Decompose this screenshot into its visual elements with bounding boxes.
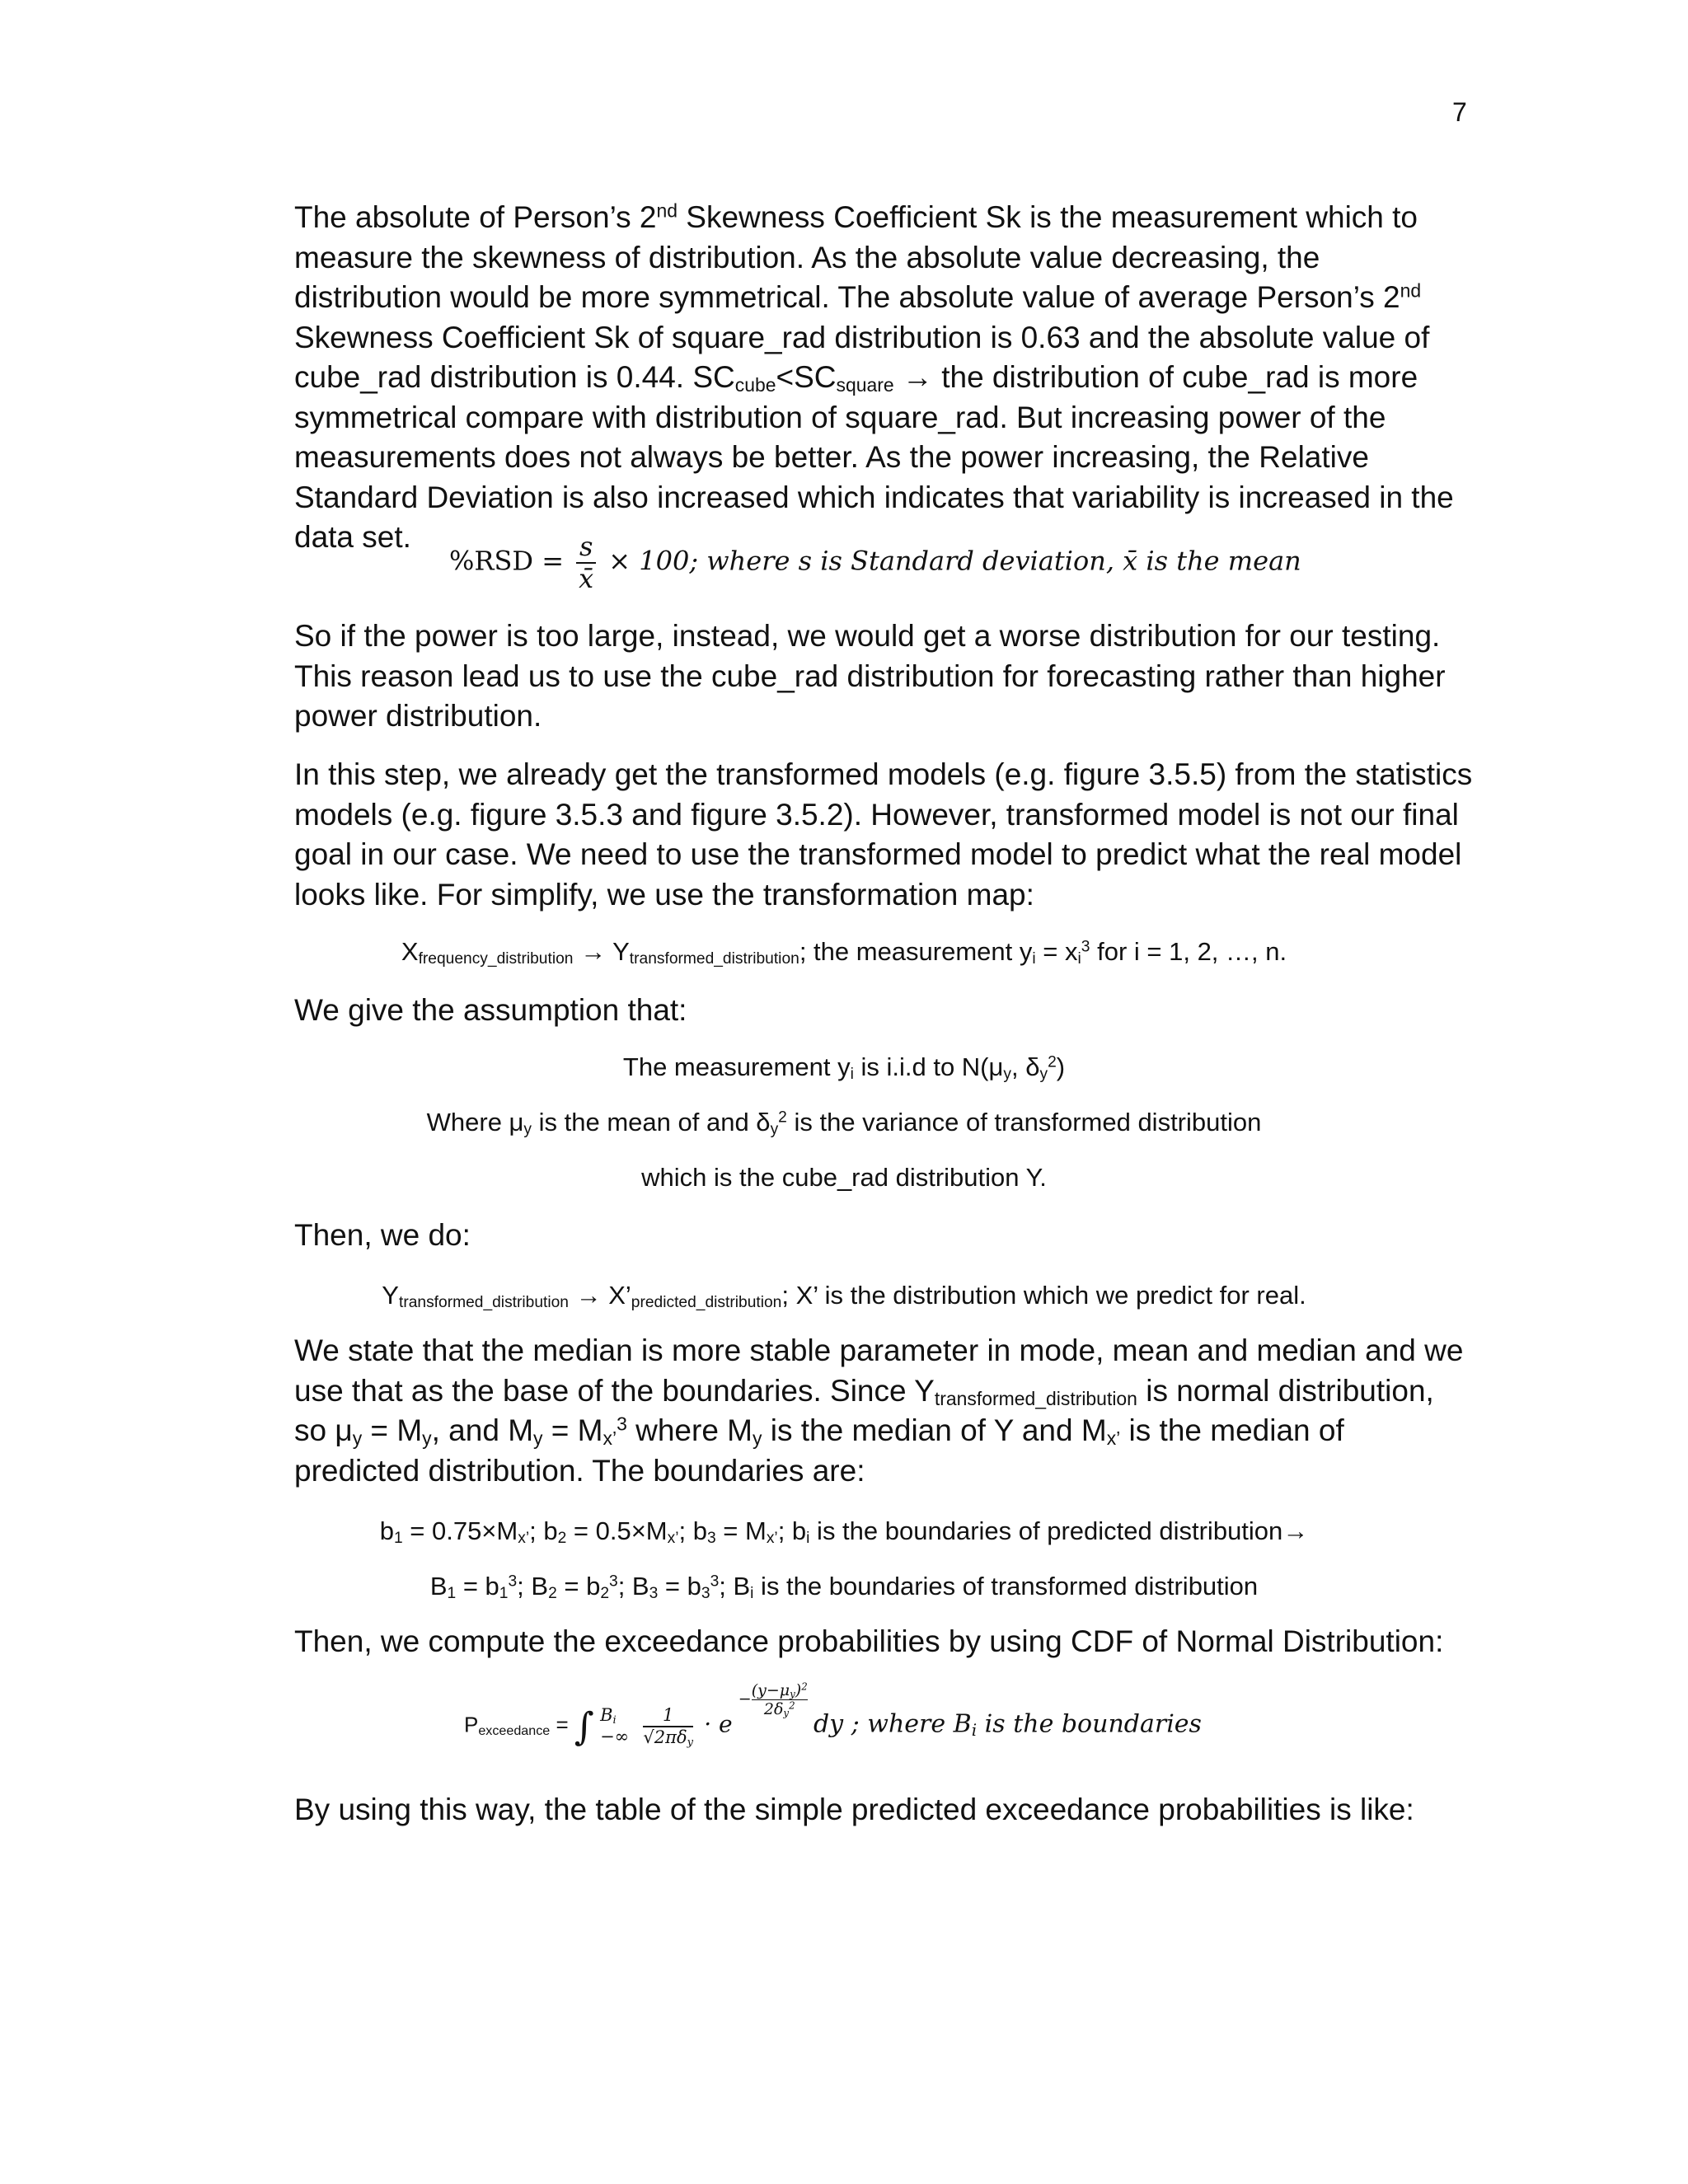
transformation-map: $X_{frequency\_distribution} \to Y_{transformed\_distribution}$; the measurement $y_i = x_i^3$ for i = 1, 2, …, n. <box>401 937 1287 968</box>
page-number: 7 <box>1452 97 1467 127</box>
paragraph-then-do: Then, we do: <box>294 1218 471 1252</box>
integral-sign: ∫ <box>574 1704 594 1749</box>
boundaries-transformed: $B_1 = b_1^3$; $B_2 = b_2^3$; $B_3 = b_3^3$; $B_i$ is the boundaries of transformed distribution <box>429 1572 1259 1603</box>
equation-rsd: %RSD = $\frac{s}{x̄}$ × 100; where s is Standard deviation, x̄ is the mean <box>449 531 1301 594</box>
assumption-line-3: which is the cube_rad distribution Y. <box>641 1163 1047 1192</box>
assumption-line-1: The measurement $y_i$ is i.i.d to $N(\mu_y$, $\delta_y^2$) <box>622 1052 1066 1084</box>
assumption-line-2: Where $\mu_y$ is the mean of and $\delta_y^2$ is the variance of transformed distribution <box>426 1108 1262 1139</box>
rsd-fraction: $\frac{s}{x̄}$ <box>576 532 596 594</box>
exponent-fraction: − $\frac{(y-\mu_y)^2}{2\delta_y^2}$ <box>738 1680 808 1719</box>
paragraph-median: We state that the median is more stable parameter in mode, mean and median and we use that as the base of the boundaries. Since $Y_{transformed\_distribution}$ is normal distribution, so $\mu_y = M_y$, and $M_y = M_{x’}^3$ where $M_y$ is the median of Y and $M_{x’}$ is the median of predicted distribution. The boundaries are: <box>294 1333 1464 1488</box>
prediction-map: $Y_{transformed\_distribution}$ → $X’_{predicted\_distribution}$; X’ is the distribution which we predict for real. <box>382 1281 1306 1312</box>
normal-fraction: $\frac{1}{√2\pi\delta_y}$ <box>643 1705 693 1749</box>
boundaries-predicted: $b_1 = 0.75\times M_{x’}$; $b_2 = 0.5\times M_{x’}$; $b_3 = M_{x’}$; $b_i$ is the boundaries of predicted distribution→ <box>379 1516 1309 1548</box>
paragraph-skewness: The absolute of Person’s 2nd Skewness Coefficient Sk is the measurement which to measure the skewness of distribution. As the absolute value decreasing, the distribution would be more symmetrical. The absolute value of average Person’s 2nd Skewness Coefficient Sk of square_rad distribution is 0.63 and the absolute value of cube_rad distribution is 0.44. $SC_{cube}<SC_{square}$ → the distribution of cube_rad is more symmetrical compare with distribution of square_rad. But increasing power of the measurements does not always be better. As the power increasing, the Relative Standard Deviation is also increased which indicates that variability is increased in the data set. <box>294 199 1454 554</box>
paragraph-assumption: We give the assumption that: <box>294 993 687 1027</box>
integral-limits: $B_i$ −∞ <box>600 1705 630 1746</box>
paragraph-table-intro: By using this way, the table of the simple predicted exceedance probabilities is like: <box>294 1793 1414 1826</box>
paragraph-transformed-models: In this step, we already get the transformed models (e.g. figure 3.5.5) from the statistics models (e.g. figure 3.5.3 and figure 3.5.2). However, transformed model is not our final goal in our case. We need to use the transformed model to predict what the real model looks like. For simplify, we use the transformation map: <box>294 757 1473 912</box>
equation-exceedance: $P_{exceedance}$ = ∫ $B_i$ −∞ $\frac{1}{√2\pi\delta_y}$ · e − $\frac{(y-\mu_y)^2}{2\delta_y^2}$ dy ; where $B_i$ is the boundaries <box>464 1680 1202 1749</box>
paragraph-exceedance: Then, we compute the exceedance probabilities by using CDF of Normal Distribution: <box>294 1624 1444 1658</box>
paragraph-power: So if the power is too large, instead, we would get a worse distribution for our testing. This reason lead us to use the cube_rad distribution for forecasting rather than higher power distribution. <box>294 619 1446 733</box>
